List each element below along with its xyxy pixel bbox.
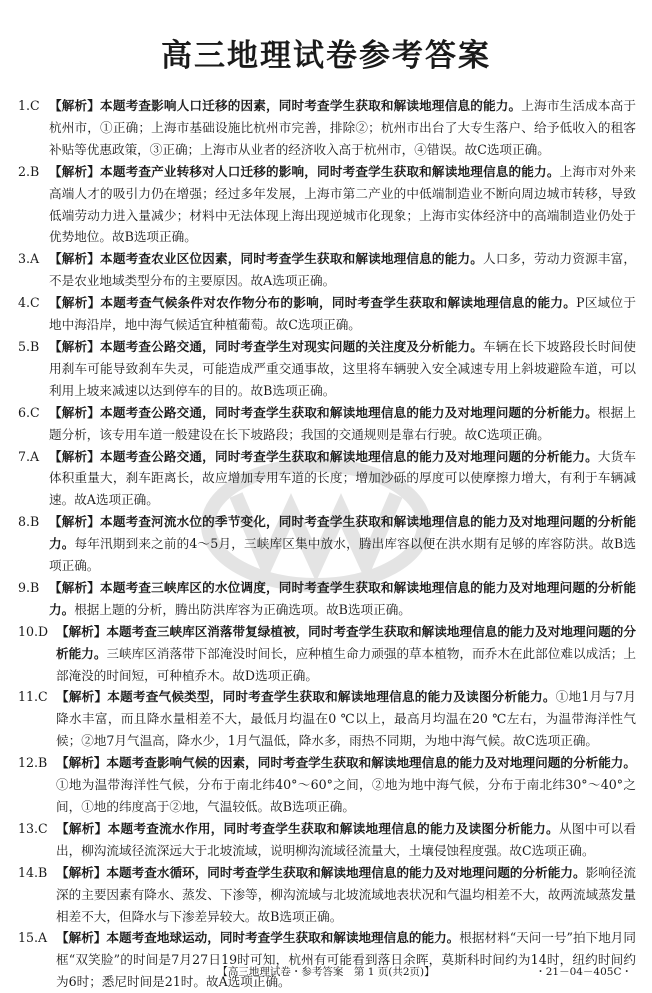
answer-explanation — [49, 402, 636, 446]
answer-explanation — [56, 927, 636, 993]
answer-explanation — [49, 292, 636, 336]
analysis-heading: 【解析】本题考查公路交通，同时考查学生获取和解读地理信息的能力及对地理问题的分析能力。 — [49, 448, 598, 464]
answer-number: 8.B — [18, 514, 40, 530]
analysis-heading: 【解析】本题考查产业转移对人口迁移的影响，同时考查学生获取和解读地理信息的能力。 — [49, 163, 560, 179]
analysis-heading: 【解析】本题考查地球运动，同时考查学生获取和解读地理信息的能力。 — [56, 930, 460, 946]
answer-item — [18, 621, 636, 687]
analysis-text: 根据上题的分析，腾出防洪库容为正确选项。故B选项正确。 — [74, 601, 411, 617]
analysis-heading: 【解析】本题考查河流水位的季节变化，同时考查学生获取和解读地理信息的能力及对地理问题的分析能力。 — [49, 514, 636, 552]
answer-item — [18, 95, 636, 161]
answer-number: 5.B — [18, 338, 40, 354]
analysis-text: 大货车体积重量大，刹车距离长，故应增加专用车道的长度；增加沙砾的厚度可以使摩擦力增大，有利于车辆减速。故A选项正确。 — [49, 448, 637, 508]
answer-explanation — [56, 686, 636, 752]
answer-number: 14.B — [18, 864, 48, 880]
answer-item — [18, 818, 636, 862]
answer-number: 3.A — [18, 251, 40, 267]
answer-number: 7.A — [18, 448, 40, 464]
analysis-heading: 【解析】本题考查影响人口迁移的因素，同时考查学生获取和解读地理信息的能力。 — [49, 98, 522, 113]
analysis-text: 上海市对外来高端人才的吸引力仍在增强；经过多年发展，上海市第二产业的中低端制造业不断向周边城市转移，导致低端劳动力进入量减少；材料中无法体现上海出现逆城市化现象；上海市实体经济中的高端制造业仍处于优势地位。故B选项正确。 — [49, 163, 637, 245]
answer-number: 1.C — [18, 98, 40, 113]
answer-item — [18, 161, 636, 249]
answer-explanation — [49, 511, 636, 577]
answer-item — [18, 292, 636, 336]
answer-item — [18, 686, 636, 752]
answer-item — [18, 927, 636, 993]
analysis-heading: 【解析】本题考查影响气候的因素，同时考查学生获取和解读地理信息的能力及对地理问题的分析能力。 — [56, 755, 636, 771]
analysis-heading: 【解析】本题考查农业区位因素，同时考查学生获取和解读地理信息的能力。 — [49, 251, 483, 267]
answer-number: 12.B — [18, 755, 48, 771]
answer-item — [18, 402, 636, 446]
answer-item — [18, 752, 636, 818]
answer-explanation — [49, 95, 636, 161]
analysis-text: 车辆在长下坡路段长时间使用刹车可能导致刹车失灵，可能造成严重交通事故，这里将车辆驶入安全减速专用上斜坡避险车道，可以利用上坡来减速以达到停车的目的。故B选项正确。 — [49, 338, 637, 398]
analysis-heading: 【解析】本题考查气候条件对农作物分布的影响，同时考查学生获取和解读地理信息的能力。 — [49, 295, 577, 311]
footer-page-info: 【高三地理试卷・参考答案 第 1 页(共2页)】 — [217, 966, 435, 978]
analysis-text: 三峡库区消落带下部淹没时间长，应种植生命力顽强的草本植物，而乔木在此部位难以成活；上部淹没的时间短，可种植乔木。故D选项正确。 — [56, 645, 637, 683]
answer-number: 4.C — [18, 295, 40, 311]
answer-number: 10.D — [18, 623, 49, 639]
answer-explanation — [56, 752, 636, 818]
analysis-text: 影响径流深的主要因素有降水、蒸发、下渗等，柳沟流域与北坡流域地表状况和气温均相差不大，故两流域蒸发量相差不大，但降水与下渗差异较大。故B选项正确。 — [56, 864, 637, 924]
analysis-heading: 【解析】本题考查水循环，同时考查学生获取和解读地理信息的能力及对地理问题的分析能力。 — [56, 864, 586, 880]
answer-item — [18, 336, 636, 402]
analysis-text: 每年汛期到来之前的4～5月，三峡库区集中放水，腾出库容以便在洪水期有足够的库容防洪。故B选项正确。 — [49, 536, 637, 574]
analysis-heading: 【解析】本题考查三峡库区的水位调度，同时考查学生获取和解读地理信息的能力及对地理问题的分析能力。 — [49, 579, 636, 617]
answer-explanation — [49, 446, 636, 512]
analysis-text: ①地为温带海洋性气候，分布于南北纬40°～60°之间，②地为地中海气候，分布于南北纬30°～40°之间，①地的纬度高于②地，气温较低。故B选项正确。 — [56, 777, 636, 814]
analysis-text: 根据上题分析，该专用车道一般建设在长下坡路段；我国的交通规则是靠右行驶。故C选项正确。 — [49, 404, 637, 442]
page-title: 高三地理试卷参考答案 — [161, 38, 491, 74]
analysis-text: ①地1月与7月降水丰富，而且降水量相差不大，最低月均温在0 ℃以上，最高月均温在20 ℃左右，为温带海洋性气候；②地7月气温高，降水少，1月气温低，降水多，雨热不同期，为地中海气候。故C选项正确。 — [56, 689, 636, 749]
analysis-heading: 【解析】本题考查三峡库区消落带复绿植被，同时考查学生获取和解读地理信息的能力及对地理问题的分析能力。 — [56, 623, 636, 661]
answer-explanation — [56, 818, 636, 862]
analysis-heading: 【解析】本题考查流水作用，同时考查学生获取和解读地理信息的能力及读图分析能力。 — [56, 820, 559, 836]
page-footer — [0, 963, 652, 981]
answer-explanation — [49, 577, 636, 621]
answer-explanation — [56, 862, 636, 928]
answer-number: 6.C — [18, 404, 40, 420]
answer-item — [18, 511, 636, 577]
answer-explanation — [49, 248, 636, 292]
answer-item — [18, 862, 636, 928]
answer-list — [18, 95, 636, 993]
answer-number: 13.C — [18, 820, 48, 836]
answer-number: 11.C — [18, 689, 48, 705]
footer-code: ・21－04－405C・ — [535, 966, 632, 978]
analysis-text: P区域位于地中海沿岸，地中海气候适宜种植葡萄。故C选项正确。 — [49, 295, 636, 333]
answer-item — [18, 446, 636, 512]
analysis-text: 人口多，劳动力资源丰富，不是农业地域类型分布的主要原因。故A选项正确。 — [49, 251, 637, 289]
analysis-heading: 【解析】本题考查公路交通，同时考查学生获取和解读地理信息的能力及对地理问题的分析能力。 — [49, 404, 598, 420]
answer-explanation — [49, 336, 636, 402]
answer-number: 9.B — [18, 579, 40, 595]
answer-number: 15.A — [18, 930, 48, 946]
answer-explanation — [56, 621, 636, 687]
answer-item — [18, 248, 636, 292]
answer-explanation — [49, 161, 636, 249]
analysis-text: 根据材料“天问一号”拍下地月同框“双笑脸”的时间是7月27日19时可知，杭州有可能看到落日余晖，莫斯科时间约为14时，纽约时间约为6时；悉尼时间是21时。故A选项正确。 — [56, 930, 636, 990]
analysis-heading: 【解析】本题考查气候类型，同时考查学生获取和解读地理信息的能力及读图分析能力。 — [56, 689, 556, 705]
analysis-text: 从图中可以看出，柳沟流域径流深远大于北坡流域，说明柳沟流域径流量大，土壤侵蚀程度强。故C选项正确。 — [56, 820, 637, 858]
analysis-text: 上海市生活成本高于杭州市，①正确；上海市基础设施比杭州市完善，排除②；杭州市出台了大专生落户、给予低收入的租客补贴等优惠政策，③正确；上海市从业者的经济收入高于杭州市，④错误。故C选项正确。 — [49, 98, 637, 157]
analysis-heading: 【解析】本题考查公路交通，同时考查学生对现实问题的关注度及分析能力。 — [49, 338, 483, 354]
answer-item — [18, 577, 636, 621]
answer-number: 2.B — [18, 163, 40, 179]
